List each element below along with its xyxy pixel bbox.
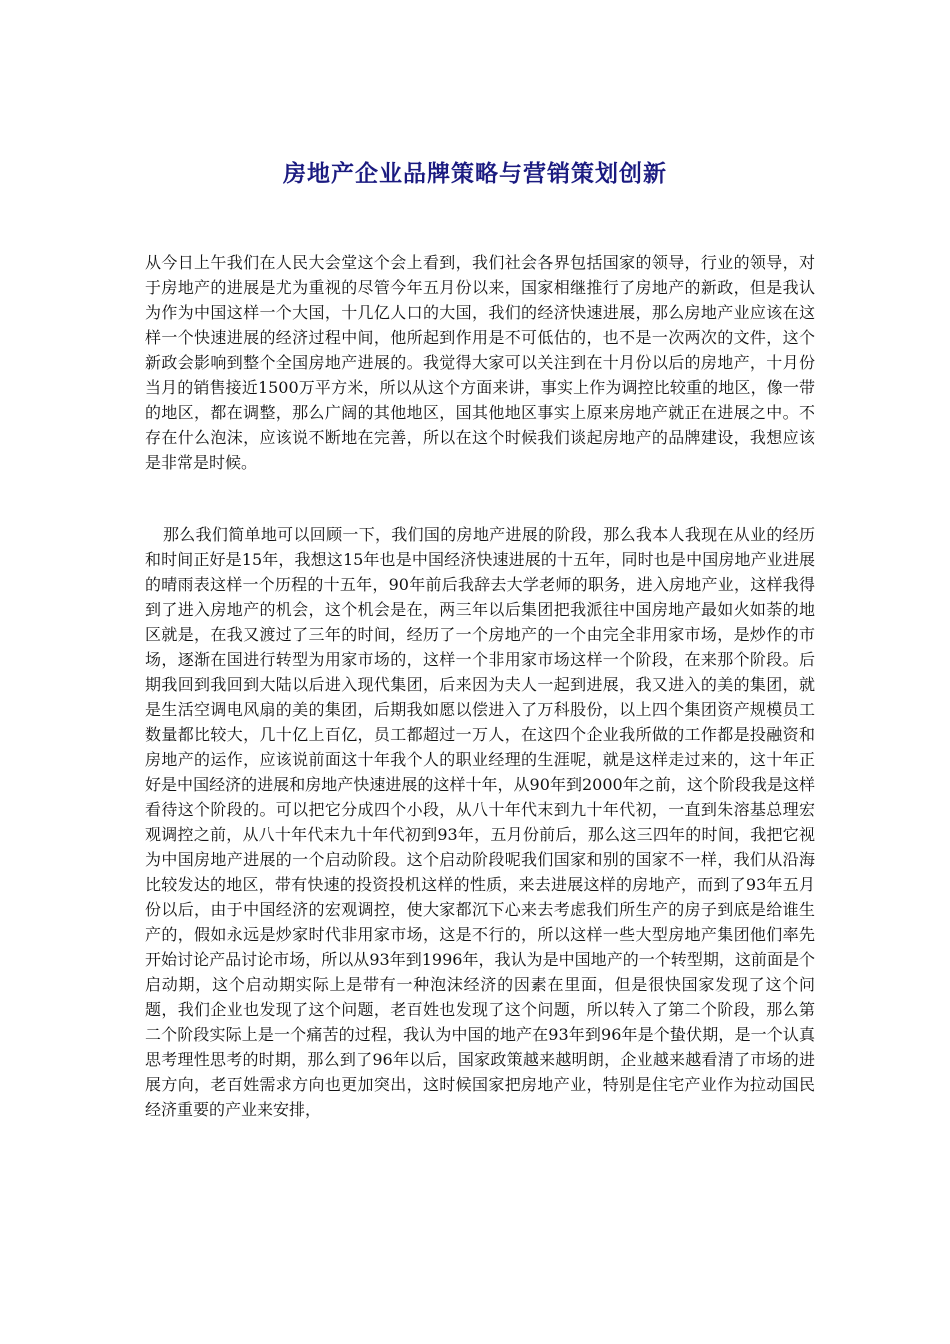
- paragraph-2: 那么我们简单地可以回顾一下，我们国的房地产进展的阶段，那么我本人我现在从业的经历和时间正好是15年，我想这15年也是中国经济快速进展的十五年，同时也是中国房地产业进展的晴雨表这样一个历程的十五年，90年前后我辞去大学老师的职务，进入房地产业，这样我得到了进入房地产的机会，这个机会是在，两三年以后集团把我派往中国房地产最如火如荼的地区就是，在我又渡过了三年的时间，经历了一个房地产的一个由完全非用家市场，是炒作的市场，逐渐在国进行转型为用家市场的，这样一个非用家市场这样一个阶段，在来那个阶段。后期我回到我回到大陆以后进入现代集团，后来因为夫人一起到进展，我又进入的美的集团，就是生活空调电风扇的美的集团，后期我如愿以偿进入了万科股份，以上四个集团资产规模员工数量都比较大，几十亿上百亿，员工都超过一万人，在这四个企业我所做的工作都是投融资和房地产的运作，应该说前面这十年我个人的职业经理的生涯呢，就是这样走过来的，这十年正好是中国经济的进展和房地产快速进展的这样十年，从90年到2000年之前，这个阶段我是这样看待这个阶段的。可以把它分成四个小段，从八十年代末到九十年代初，一直到朱溶基总理宏观调控之前，从八十年代末九十年代初到93年，五月份前后，那么这三四年的时间，我把它视为中国房地产进展的一个启动阶段。这个启动阶段呢我们国家和别的国家不一样，我们从沿海比较发达的地区，带有快速的投资投机这样的性质，来去进展这样的房地产，而到了93年五月份以后，由于中国经济的宏观调控，使大家都沉下心来去考虑我们所生产的房子到底是给谁生产的，假如永远是炒家时代非用家市场，这是不行的，所以这样一些大型房地产集团他们率先开始讨论产品讨论市场，所以从93年到1996年，我认为是中国地产的一个转型期，这前面是个启动期，这个启动期实际上是带有一种泡沫经济的因素在里面，但是很快国家发现了这个问题，我们企业也发现了这个问题，老百姓也发现了这个问题，所以转入了第二个阶段，那么第二个阶段实际上是一个痛苦的过程，我认为中国的地产在93年到96年是个蛰伏期，是一个认真思考理性思考的时期，那么到了96年以后，国家政策越来越明朗，企业越来越看清了市场的进展方向，老百姓需求方向也更加突出，这时候国家把房地产业，特别是住宅产业作为拉动国民经济重要的产业来安排，: [145, 525, 815, 1119]
- paragraph-1: 从今日上午我们在人民大会堂这个会上看到，我们社会各界包括国家的领导，行业的领导，对于房地产的进展是尤为重视的尽管今年五月份以来，国家相继推行了房地产的新政，但是我认为作为中国这样一个大国，十几亿人口的大国，我们的经济快速进展，那么房地产业应该在这样一个快速进展的经济过程中间，他所起到作用是不可低估的，也不是一次两次的文件，这个新政会影响到整个全国房地产进展的。我觉得大家可以关注到在十月份以后的房地产，十月份当月的销售接近1500万平方米，所以从这个方面来讲，事实上作为调控比较重的地区，像一带的地区，都在调整，那么广阔的其他地区，国其他地区事实上原来房地产就正在进展之中。不存在什么泡沫，应该说不断地在完善，所以在这个时候我们谈起房地产的品牌建设，我想应该是非常是时候。: [145, 253, 815, 472]
- document-title: 房地产企业品牌策略与营销策划创新: [283, 160, 667, 187]
